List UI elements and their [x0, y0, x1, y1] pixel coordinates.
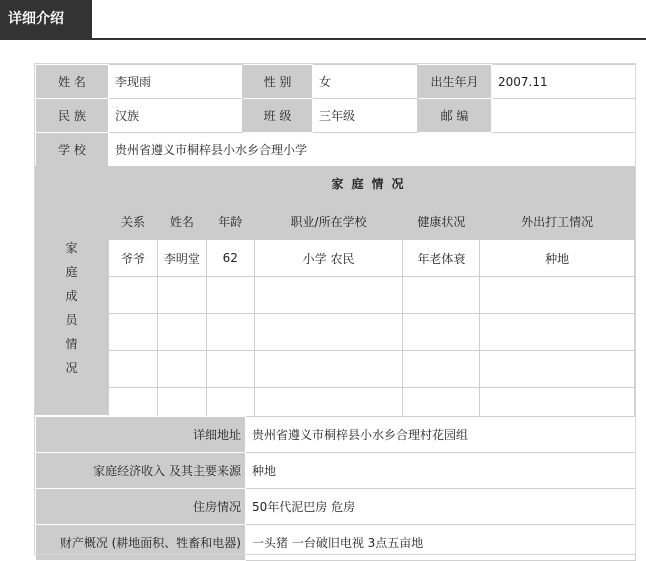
side-label-char: 庭 [65, 265, 78, 279]
side-label-char: 成 [65, 289, 78, 303]
work-cell [480, 277, 635, 314]
grade-value: 三年级 [313, 99, 418, 133]
side-label-char: 家 [65, 241, 78, 255]
ethnicity-value: 汉族 [109, 99, 243, 133]
relation-cell [109, 351, 158, 388]
member-name-cell [157, 277, 206, 314]
gender-value: 女 [313, 65, 418, 99]
health-cell [403, 351, 480, 388]
side-label-char: 员 [65, 313, 78, 327]
work-cell: 种地 [480, 240, 635, 277]
occupation-cell [254, 351, 403, 388]
page-title-tab: 详细介绍 [0, 0, 92, 39]
school-label: 学 校 [36, 133, 109, 167]
side-label-char: 况 [65, 361, 78, 375]
table-row [109, 351, 635, 388]
member-name-cell [157, 314, 206, 351]
family-section [35, 166, 635, 415]
school-value: 贵州省遵义市桐梓县小水乡合理小学 [109, 133, 636, 167]
side-label-char: 情 [65, 337, 78, 351]
property-value: 一头猪 一台破旧电视 3点五亩地 [246, 525, 636, 561]
name-value: 李现雨 [109, 65, 243, 99]
age-cell: 62 [206, 240, 254, 277]
family-members-side-label [35, 236, 108, 380]
name-label: 姓 名 [36, 65, 109, 99]
birth-value: 2007.11 [492, 65, 636, 99]
table-row [109, 240, 635, 277]
income-label: 家庭经济收入 及其主要来源 [36, 453, 246, 489]
income-value: 种地 [246, 453, 636, 489]
occupation-cell [254, 277, 403, 314]
table-row [109, 277, 635, 314]
age-cell [206, 351, 254, 388]
address-label: 详细地址 [36, 417, 246, 453]
health-cell: 年老体衰 [403, 240, 480, 277]
column-header: 姓名 [157, 203, 206, 240]
member-name-cell: 李明堂 [157, 240, 206, 277]
housing-label: 住房情况 [36, 489, 246, 525]
relation-cell: 爷爷 [109, 240, 158, 277]
family-members-table [108, 202, 635, 425]
header-divider [0, 38, 646, 40]
household-details-table [35, 416, 636, 561]
relation-cell [109, 277, 158, 314]
occupation-cell: 小学 农民 [254, 240, 403, 277]
work-cell [480, 314, 635, 351]
occupation-cell [254, 314, 403, 351]
column-header: 健康状况 [403, 203, 480, 240]
member-name-cell [157, 351, 206, 388]
gender-label: 性 别 [243, 65, 313, 99]
table-row [109, 314, 635, 351]
column-header: 关系 [109, 203, 158, 240]
postcode-value [492, 99, 636, 133]
work-cell [480, 351, 635, 388]
health-cell [403, 277, 480, 314]
relation-cell [109, 314, 158, 351]
postcode-label: 邮 编 [418, 99, 492, 133]
health-cell [403, 314, 480, 351]
table-header-row [109, 203, 635, 240]
age-cell [206, 314, 254, 351]
basic-info-table [35, 64, 636, 167]
age-cell [206, 277, 254, 314]
grade-label: 班 级 [243, 99, 313, 133]
address-value: 贵州省遵义市桐梓县小水乡合理村花园组 [246, 417, 636, 453]
birth-label: 出生年月 [418, 65, 492, 99]
family-section-title: 家庭情况 [331, 177, 412, 191]
column-header: 年龄 [206, 203, 254, 240]
housing-value: 50年代泥巴房 危房 [246, 489, 636, 525]
column-header: 职业/所在学校 [254, 203, 403, 240]
column-header: 外出打工情况 [480, 203, 635, 240]
ethnicity-label: 民 族 [36, 99, 109, 133]
property-label: 财产概况 (耕地面积、牲畜和电器) [36, 525, 246, 561]
